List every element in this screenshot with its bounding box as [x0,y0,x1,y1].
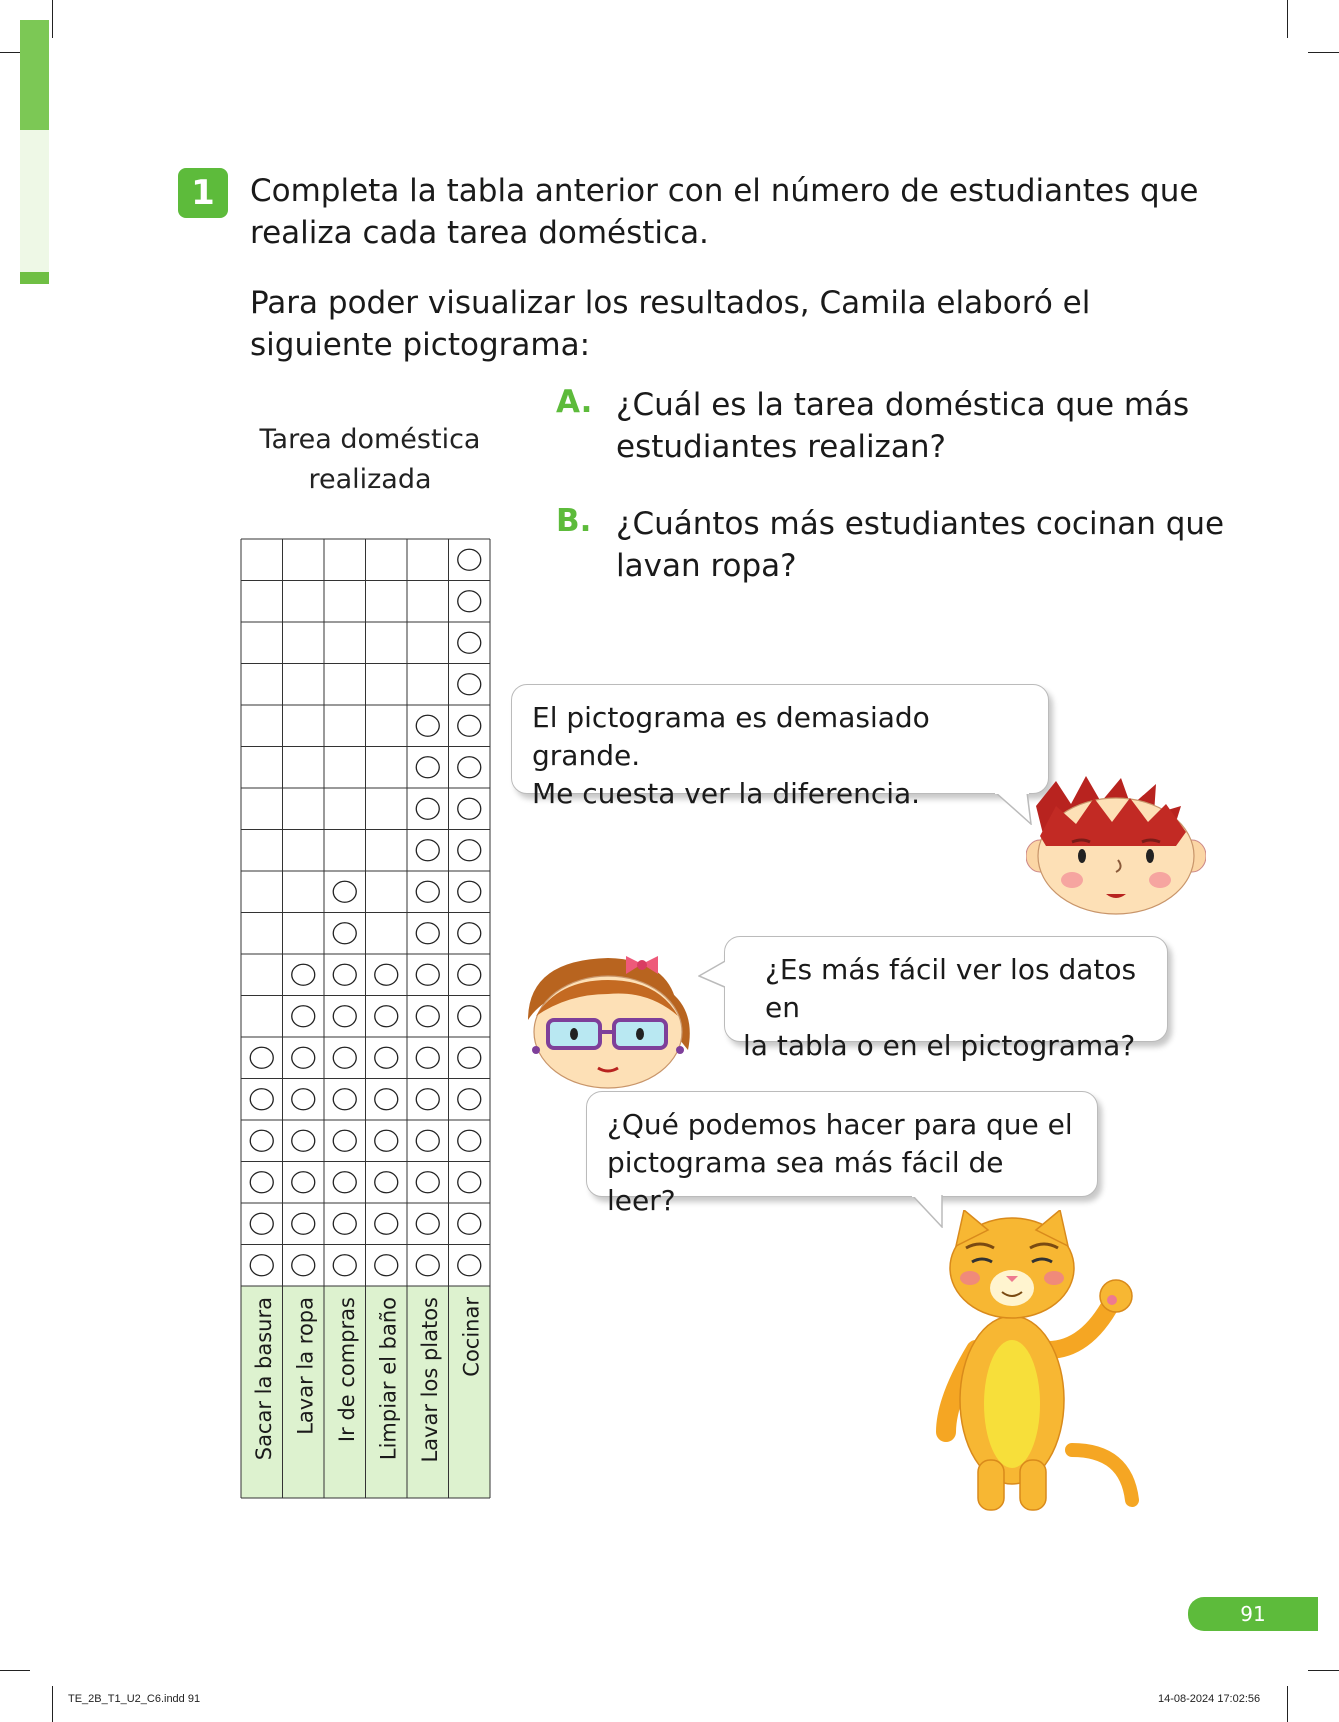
pictogram-symbol [416,1172,439,1193]
pictogram-symbol [458,1089,481,1110]
pictogram-symbol [292,1047,315,1068]
pictogram-symbol [250,1047,273,1068]
pictogram-symbol [458,632,481,653]
sidebar-light [20,130,49,272]
pictogram-symbol [292,964,315,985]
pictogram-symbol [292,1255,315,1276]
question-letter: B. [556,503,592,539]
bubble-line: pictograma sea más fácil de leer? [607,1146,1004,1217]
bubble-line: ¿Qué podemos hacer para que el [607,1108,1073,1141]
pictogram-symbol [416,1255,439,1276]
pictogram-symbol [333,1213,356,1234]
pictogram-symbol [333,1006,356,1027]
pictogram-symbol [250,1213,273,1234]
sidebar-bar [20,272,49,284]
girl-speech-bubble [724,936,1168,1062]
pictogram-symbol [333,1130,356,1151]
pictogram-symbol [458,1213,481,1234]
question-letter: A. [556,384,593,420]
pictogram-symbol [458,840,481,861]
pictogram-symbol [333,923,356,944]
crop-mark [1287,0,1288,38]
pictogram-title-line: realizada [308,464,432,495]
intro-text [250,282,1310,366]
instruction-line: Completa la tabla anterior con el número de estudiantes que [250,173,1199,209]
pictogram-symbol [458,674,481,695]
instruction-line: realiza cada tarea doméstica. [250,215,709,251]
pictogram-symbol [375,1130,398,1151]
pictogram-symbol [333,964,356,985]
category-label: Cocinar [459,1297,484,1377]
intro-line: Para poder visualizar los resultados, Camila elaboró el [250,285,1091,321]
pictogram-symbol [458,591,481,612]
pictogram-symbol [416,1047,439,1068]
pictogram-symbol [292,1213,315,1234]
pictogram-symbol [458,798,481,819]
pictogram-title [240,420,500,500]
pictogram-symbol [375,1172,398,1193]
question-a [556,384,1236,468]
activity-number-badge: 1 [178,168,228,218]
pictogram-symbol [458,881,481,902]
pictogram-symbol [375,964,398,985]
pictogram-symbol [250,1130,273,1151]
pictogram-symbol [375,1089,398,1110]
pictogram-symbol [458,757,481,778]
pictogram-symbol [458,1006,481,1027]
boy-speech-bubble [511,684,1049,810]
pictogram-symbol [250,1089,273,1110]
pictogram-symbol [458,1047,481,1068]
pictogram-symbol [250,1172,273,1193]
crop-mark [52,1686,53,1722]
pictogram [240,538,492,1500]
crop-mark [1308,52,1339,53]
boy-character-icon [1026,776,1206,916]
pictogram-symbol [416,1213,439,1234]
pictogram-symbol [458,964,481,985]
question-line: ¿Cuál es la tarea doméstica que más [616,387,1190,423]
pictogram-symbol [416,881,439,902]
pictogram-symbol [333,1047,356,1068]
pictogram-symbol [416,964,439,985]
cat-character-icon [936,1210,1140,1520]
pictogram-symbol [458,923,481,944]
crop-mark [0,1670,30,1671]
question-line: lavan ropa? [616,548,797,584]
bubble-line: la tabla o en el pictograma? [743,1029,1136,1062]
pictogram-symbol [458,1172,481,1193]
pictogram-symbol [416,1006,439,1027]
pictogram-symbol [416,715,439,736]
cat-speech-bubble [586,1091,1098,1217]
print-timestamp: 14-08-2024 17:02:56 [1158,1693,1261,1705]
pictogram-symbol [333,881,356,902]
category-label: Ir de compras [334,1297,359,1443]
pictogram-symbol [458,549,481,570]
crop-mark [1308,1670,1339,1671]
pictogram-symbol [458,1255,481,1276]
file-slug: TE_2B_T1_U2_C6.indd 91 [68,1693,201,1705]
sidebar-accent [20,20,49,130]
category-label: Lavar los platos [417,1297,442,1463]
bubble-line: El pictograma es demasiado grande. [532,701,930,772]
intro-line: siguiente pictograma: [250,327,591,363]
pictogram-symbol [333,1089,356,1110]
girl-character-icon [518,950,696,1090]
pictogram-symbol [292,1130,315,1151]
page-number: 91 [1188,1597,1318,1631]
question-b [556,503,1236,587]
pictogram-symbol [458,1130,481,1151]
pictogram-symbol [416,757,439,778]
pictogram-symbol [416,840,439,861]
crop-mark [1287,1686,1288,1722]
category-label: Lavar la ropa [293,1297,318,1435]
bubble-line: Me cuesta ver la diferencia. [532,777,921,810]
pictogram-symbol [416,1130,439,1151]
category-label: Sacar la basura [251,1297,276,1461]
pictogram-symbol [375,1213,398,1234]
crop-mark [52,0,53,38]
pictogram-symbol [375,1255,398,1276]
pictogram-symbol [333,1255,356,1276]
pictogram-symbol [250,1255,273,1276]
instruction-text [250,170,1310,254]
question-line: ¿Cuántos más estudiantes cocinan que [616,506,1225,542]
pictogram-symbol [416,923,439,944]
pictogram-symbol [292,1089,315,1110]
pictogram-symbol [416,1089,439,1110]
pictogram-symbol [375,1047,398,1068]
bubble-line: ¿Es más fácil ver los datos en [765,953,1137,1024]
bubble-tail [698,958,728,998]
pictogram-title-line: Tarea doméstica [259,424,481,455]
pictogram-symbol [416,798,439,819]
pictogram-symbol [292,1172,315,1193]
pictogram-symbol [333,1172,356,1193]
pictogram-symbol [458,715,481,736]
question-line: estudiantes realizan? [616,429,946,465]
pictogram-symbol [292,1006,315,1027]
category-label: Limpiar el baño [376,1297,401,1461]
pictogram-symbol [375,1006,398,1027]
